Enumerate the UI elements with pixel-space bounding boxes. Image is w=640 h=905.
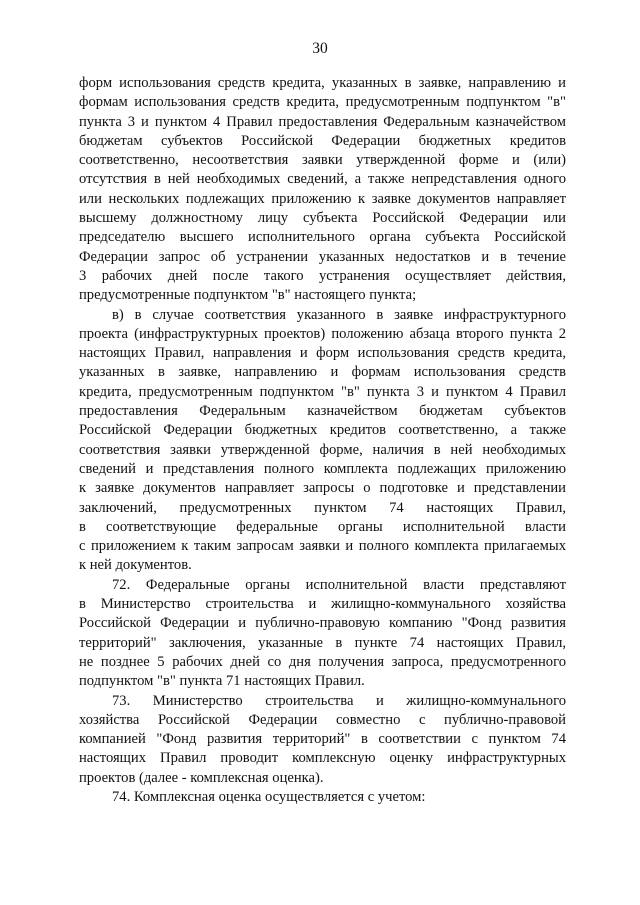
text-line: высшему должностному лицу субъекта Российской Федерации или (79, 210, 566, 227)
text-line: Российской Федерации бюджетных кредитов соответственно, а также (79, 422, 566, 439)
text-line: не позднее 5 рабочих дней со дня получения запроса, предусмотренного (79, 653, 566, 670)
text-line: настоящих Правил, направления и форм использования средств кредита, (79, 345, 566, 362)
document-body (79, 74, 566, 807)
text-line: формам использования средств кредита, предусмотренным подпунктом "в" (79, 94, 566, 111)
text-line: указанных в заявке, направлению и формам использования средств (79, 364, 566, 381)
text-line: председателю высшего исполнительного органа субъекта Российской (79, 229, 566, 246)
text-line: соответственно, несоответствия заявки утвержденной форме и (или) (79, 152, 566, 169)
text-line: предусмотренные подпунктом "в" настоящего пункта; (79, 287, 417, 304)
text-line: 73. Министерство строительства и жилищно-коммунального (112, 692, 566, 709)
text-line: 3 рабочих дней после такого устранения осуществляет действия, (79, 267, 566, 284)
text-line: к ней документов. (79, 557, 192, 574)
text-line: заключений, предусмотренных пунктом 74 настоящих Правил, (79, 499, 566, 516)
text-line: к заявке документов направляет запросы о подготовке и представлении (79, 480, 566, 497)
text-line: в) в случае соответствия указанного в заявке инфраструктурного (112, 306, 566, 323)
text-line: 72. Федеральные органы исполнительной власти представляют (112, 576, 566, 593)
text-line: пункта 3 и пунктом 4 Правил предоставления Федеральным казначейством (79, 113, 566, 130)
text-line: предоставления Федеральным казначейством бюджетам субъектов (79, 403, 566, 420)
text-line: соответствия заявки утвержденной форме, наличия в ней необходимых (79, 441, 566, 458)
text-line: Федерации запрос об устранении указанных недостатков и в течение (79, 248, 566, 265)
text-line: отсутствия в ней необходимых сведений, а также непредставления одного (79, 171, 566, 188)
text-line: проектов (далее - комплексная оценка). (79, 769, 324, 786)
text-line: Российской Федерации и публично-правовую компанию "Фонд развития (79, 615, 566, 632)
text-line: бюджетам субъектов Российской Федерации бюджетных кредитов (79, 132, 566, 149)
text-line: компанией "Фонд развития территорий" в соответствии с пунктом 74 (79, 731, 566, 748)
text-line: настоящих Правил проводит комплексную оценку инфраструктурных (79, 750, 566, 767)
text-line: в соответствующие федеральные органы исполнительной власти (79, 518, 566, 535)
text-line: 74. Комплексная оценка осуществляется с учетом: (112, 788, 426, 805)
text-line: подпунктом "в" пункта 71 настоящих Правил. (79, 673, 365, 690)
text-line: сведений и представления полного комплекта подлежащих приложению (79, 460, 566, 477)
text-line: форм использования средств кредита, указанных в заявке, направлению и (79, 75, 566, 91)
text-line: с приложением к таким запросам заявки и полного комплекта прилагаемых (79, 538, 566, 555)
text-line: или нескольких подлежащих приложению к заявке документов направляет (79, 190, 566, 207)
text-line: проекта (инфраструктурных проектов) положению абзаца второго пункта 2 (79, 325, 566, 342)
text-line: хозяйства Российской Федерации совместно с публично-правовой (79, 711, 566, 728)
page-number: 30 (312, 40, 328, 57)
text-line: кредита, предусмотренным подпунктом "в" пункта 3 и пунктом 4 Правил (79, 383, 566, 400)
text-line: территорий" заключения, указанные в пункте 74 настоящих Правил, (79, 634, 566, 651)
text-line: в Министерство строительства и жилищно-коммунального хозяйства (79, 596, 566, 613)
